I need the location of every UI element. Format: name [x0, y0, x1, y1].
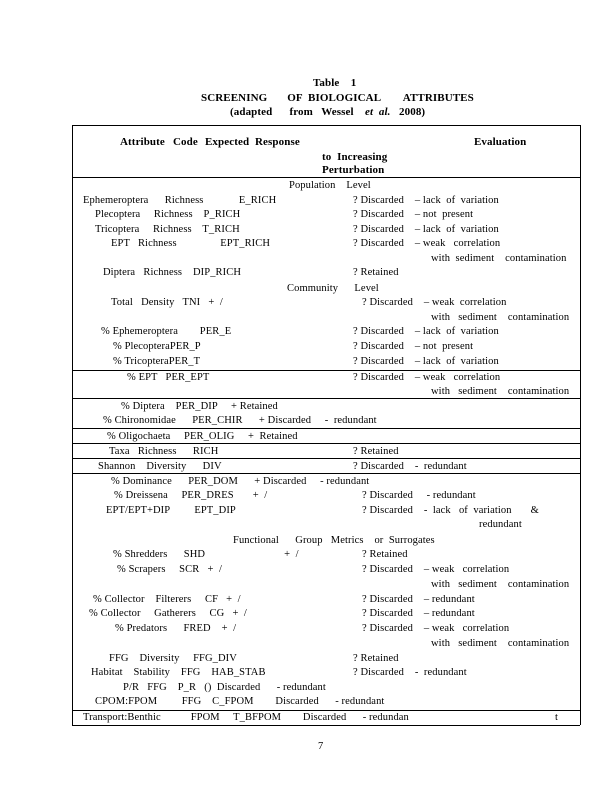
row-evaluation: ? Discarded – redundant [362, 608, 475, 619]
row-evaluation: ? Discarded – redundant [362, 594, 475, 605]
rule [72, 710, 580, 711]
subtitle-italic: et al. [365, 106, 391, 118]
row-attribute: CPOM:FPOM FFG C_FPOM Discarded - redundant [95, 696, 385, 707]
section-population: Population Level [289, 180, 371, 191]
row-attribute: Ephemeroptera Richness E_RICH [83, 195, 277, 206]
subtitle-post: 2008) [399, 106, 426, 118]
row-attribute: Diptera Richness DIP_RICH [103, 267, 242, 278]
header-evaluation: Evaluation [474, 136, 527, 148]
rule [72, 458, 580, 459]
row-evaluation: ? Discarded – lack of variation [353, 356, 499, 367]
row-evaluation: ? Retained [362, 549, 408, 560]
subtitle-pre: (adapted from Wessel [230, 106, 354, 118]
row-evaluation: ? Discarded – lack of variation [353, 195, 499, 206]
row-attribute: % Collector Filterers CF + / [93, 594, 241, 605]
row-evaluation: ? Discarded – lack of variation [353, 224, 499, 235]
row-attribute: % Predators FRED + / [115, 623, 237, 634]
row-attribute: % PlecopteraPER_P [113, 341, 201, 352]
row-attribute: % Ephemeroptera PER_E [101, 326, 232, 337]
row-evaluation: ? Discarded – not present [353, 341, 474, 352]
row-evaluation: ? Discarded – weak correlation [353, 372, 501, 383]
row-attribute: % TricopteraPER_T [113, 356, 201, 367]
rule [72, 473, 580, 474]
page-number: 7 [318, 741, 324, 752]
rule [72, 428, 580, 429]
row-attribute: Shannon Diversity DIV [98, 461, 222, 472]
row-evaluation: ? Discarded – weak correlation [362, 297, 507, 308]
rule [72, 398, 580, 399]
row-attribute: EPT Richness EPT_RICH [111, 238, 271, 249]
row-evaluation-cont: with sediment contamination [431, 386, 570, 397]
row-evaluation: ? Discarded – weak correlation [362, 623, 510, 634]
rule [72, 370, 580, 371]
table-subtitle [230, 106, 425, 118]
row-attribute: Tricoptera Richness T_RICH [95, 224, 240, 235]
row-evaluation-tail: t [555, 712, 559, 723]
rule-left [72, 125, 73, 725]
row-evaluation-cont: with sediment contamination [431, 312, 570, 323]
row-attribute: Total Density TNI + / [111, 297, 223, 308]
row-attribute: EPT/EPT+DIP EPT_DIP [106, 505, 236, 516]
table-label: Table 1 [313, 77, 357, 89]
rule-top [72, 125, 580, 126]
table-title: SCREENING OF BIOLOGICAL ATTRIBUTES [201, 92, 474, 104]
row-evaluation-cont: with sediment contamination [431, 253, 567, 264]
row-evaluation: ? Discarded - lack of variation & [362, 505, 539, 516]
rule-bottom [72, 725, 580, 726]
header-expected: Expected [205, 136, 250, 148]
section-functional: Functional Group Metrics or Surrogates [233, 535, 435, 546]
section-community: Community Level [287, 283, 379, 294]
row-evaluation: ? Discarded – lack of variation [353, 326, 499, 337]
row-attribute: % Dominance PER_DOM + Discarded - redundant [111, 476, 370, 487]
row-attribute: % Diptera PER_DIP + Retained [121, 401, 278, 412]
row-evaluation: ? Retained [353, 653, 399, 664]
row-evaluation: ? Discarded – not present [353, 209, 474, 220]
header-response: Response [255, 136, 300, 148]
header-sub-1: to Increasing [322, 151, 388, 163]
header-code: Code [173, 136, 198, 148]
row-evaluation-cont: redundant [479, 519, 522, 530]
row-attribute: % Dreissena PER_DRES + / [114, 490, 268, 501]
row-attribute: % EPT PER_EPT [127, 372, 210, 383]
row-evaluation-cont: with sediment contamination [431, 579, 570, 590]
row-attribute: % Oligochaeta PER_OLIG + Retained [107, 431, 298, 442]
row-attribute: % Collector Gatherers CG + / [89, 608, 247, 619]
row-evaluation: ? Discarded - redundant [353, 461, 467, 472]
row-evaluation: ? Discarded - redundant [362, 490, 476, 501]
row-attribute: Habitat Stability FFG HAB_STAB [91, 667, 266, 678]
row-attribute: % Chironomidae PER_CHIR + Discarded - redundant [103, 415, 377, 426]
rule-right [580, 125, 581, 725]
row-evaluation: ? Retained [353, 446, 399, 457]
row-evaluation: ? Discarded – weak correlation [353, 238, 501, 249]
row-attribute: Plecoptera Richness P_RICH [95, 209, 241, 220]
rule [72, 443, 580, 444]
row-evaluation-cont: with sediment contamination [431, 638, 570, 649]
row-attribute: Transport:Benthic FPOM T_BFPOM Discarded - redundan [83, 712, 409, 723]
header-sub-2: Perturbation [322, 164, 385, 176]
row-attribute: % Scrapers SCR + / [117, 564, 222, 575]
row-evaluation: ? Discarded – weak correlation [362, 564, 510, 575]
row-evaluation: ? Discarded - redundant [353, 667, 467, 678]
row-attribute: FFG Diversity FFG_DIV [109, 653, 237, 664]
row-evaluation: ? Retained [353, 267, 399, 278]
row-attribute: % Shredders SHD + / [113, 549, 299, 560]
row-attribute: P/R FFG P_R () Discarded - redundant [123, 682, 326, 693]
rule-header [72, 177, 580, 178]
row-attribute: Taxa Richness RICH [109, 446, 219, 457]
header-attribute: Attribute [120, 136, 165, 148]
